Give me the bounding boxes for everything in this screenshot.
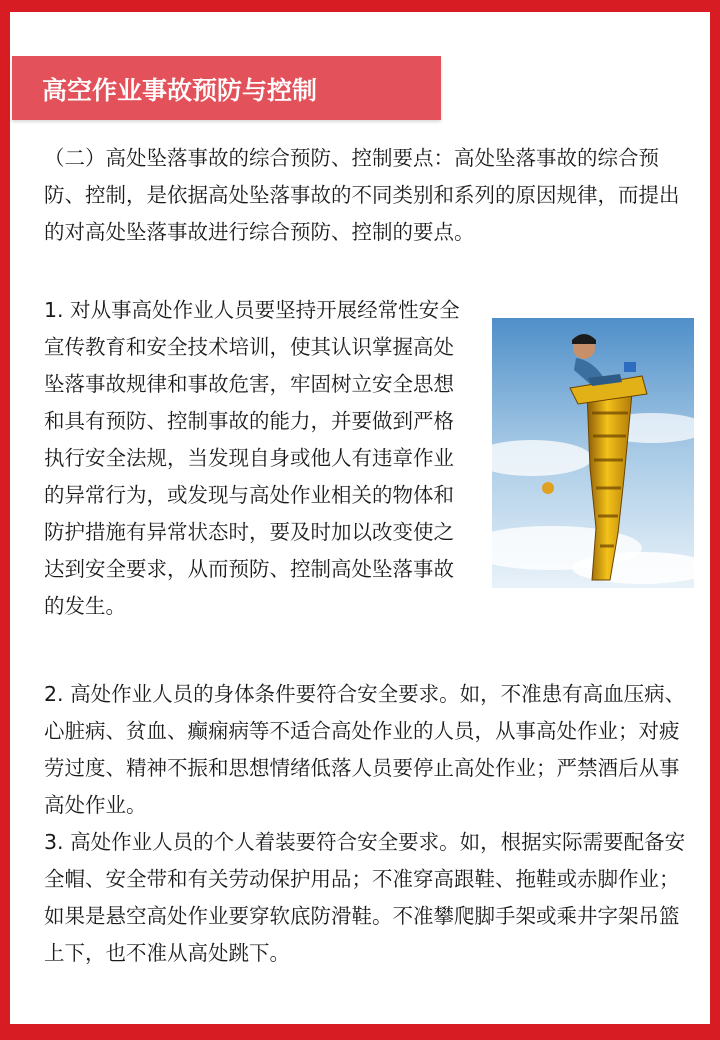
page-title: 高空作业事故预防与控制 [42,76,318,105]
title-banner [12,56,441,120]
item-2-paragraph: 2. 高处作业人员的身体条件要符合安全要求。如，不准患有高血压病、心脏病、贫血、癫痫病等不适合高处作业的人员，从事高处作业；对疲劳过度、精神不振和思想情绪低落人员要停止高处作业；严禁酒后从事高处作业。 [44,682,686,817]
item-1-paragraph: 1. 对从事高处作业人员要坚持开展经常性安全宣传教育和安全技术培训，使其认识掌握高处坠落事故规律和事故危害，牢固树立安全思想和具有预防、控制事故的能力，并要做到严格执行安全法规，当发现自身或他人有违章作业的异常行为，或发现与高处作业相关的物体和防护措施有异常状态时，要及时加以改变使之达到安全要求，从而预防、控制高处坠落事故的发生。 [44,298,460,618]
intro-paragraph: （二）高处坠落事故的综合预防、控制要点：高处坠落事故的综合预防、控制，是依据高处坠落事故的不同类别和系列的原因规律，而提出的对高处坠落事故进行综合预防、控制的要点。 [44,146,680,244]
item-3-paragraph: 3. 高处作业人员的个人着装要符合安全要求。如，根据实际需要配备安全帽、安全带和有关劳动保护用品；不准穿高跟鞋、拖鞋或赤脚作业；如果是悬空高处作业要穿软底防滑鞋。不准攀爬脚手架或乘井字架吊篮上下，也不准从高处跳下。 [44,830,686,965]
illustration-worker-on-tower [492,318,694,588]
